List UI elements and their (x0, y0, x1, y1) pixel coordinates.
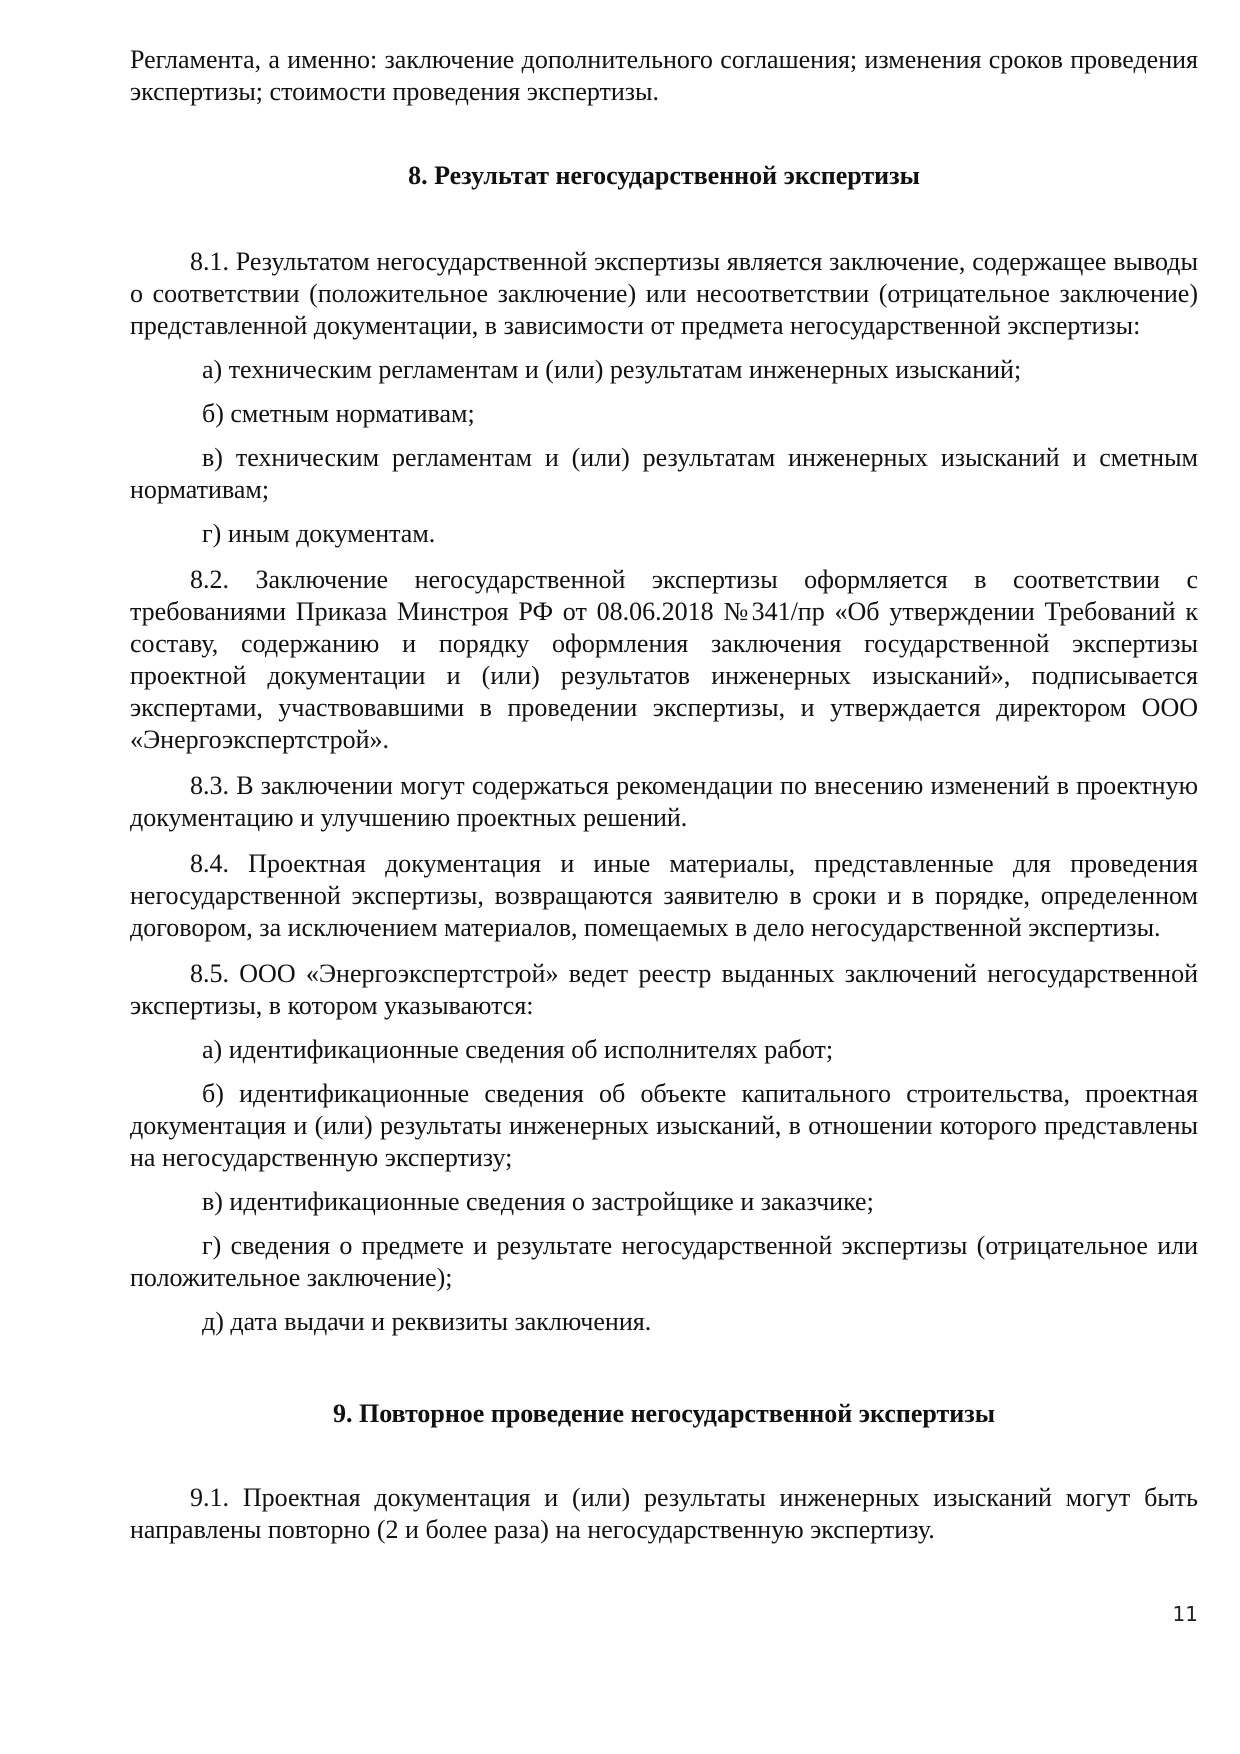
list-item-8-5-v: в) идентификационные сведения о застройщике и заказчике; (202, 1187, 874, 1216)
page-content (130, 44, 1198, 1546)
list-item-8-5-b: б) идентификационные сведения об объекте капитального строительства, проектная документация и (или) результаты инженерных изысканий, в отношении которого представлены на негосударственную экспертизу; (130, 1079, 1198, 1172)
list-item-8-5-g: г) сведения о предмете и результате негосударственной экспертизы (отрицательное или положительное заключение); (130, 1231, 1198, 1292)
paragraph-8-4: 8.4. Проектная документация и иные материалы, представленные для проведения негосударственной экспертизы, возвращаются заявителю в сроки и в порядке, определенном договором, за исключением материалов, помещаемых в дело негосударственной экспертизы. (130, 849, 1198, 942)
intro-paragraph: Регламента, а именно: заключение дополнительного соглашения; изменения сроков проведения экспертизы; стоимости проведения экспертизы. (130, 45, 1198, 106)
paragraph-8-2: 8.2. Заключение негосударственной экспертизы оформляется в соответствии с требованиями Приказа Минстроя РФ от 08.06.2018 №341/пр «Об утверждении Требований к составу, содержанию и порядку оформления заключения государственной экспертизы проектной документации и (или) результатов инженерных изысканий», подписывается экспертами, участвовавшими в проведении экспертизы, и утверждается директором ООО «Энергоэкспертстрой». (130, 565, 1198, 754)
list-item-8-5-d: д) дата выдачи и реквизиты заключения. (202, 1307, 652, 1336)
list-item-8-1-v: в) техническим регламентам и (или) результатам инженерных изысканий и сметным нормативам; (130, 443, 1198, 504)
list-item-8-1-b: б) сметным нормативам; (202, 399, 475, 428)
paragraph-8-3: 8.3. В заключении могут содержаться рекомендации по внесению изменений в проектную документацию и улучшению проектных решений. (130, 771, 1198, 832)
section-8-heading: 8. Результат негосударственной экспертизы (408, 161, 920, 190)
paragraph-8-1: 8.1. Результатом негосударственной экспертизы является заключение, содержащее выводы о соответствии (положительное заключение) или несоответствии (отрицательное заключение) представленной документации, в зависимости от предмета негосударственной экспертизы: (130, 247, 1198, 340)
list-item-8-1-a: а) техническим регламентам и (или) результатам инженерных изысканий; (202, 355, 1022, 384)
paragraph-8-5: 8.5. ООО «Энергоэкспертстрой» ведет реестр выданных заключений негосударственной экспертизы, в котором указываются: (130, 959, 1198, 1020)
list-item-8-5-a: а) идентификационные сведения об исполнителях работ; (202, 1035, 834, 1064)
page-number: 11 (1172, 1602, 1198, 1626)
list-item-8-1-g: г) иным документам. (202, 519, 436, 548)
paragraph-9-1: 9.1. Проектная документация и (или) результаты инженерных изысканий могут быть направлены повторно (2 и более раза) на негосударственную экспертизу. (130, 1483, 1198, 1544)
section-9-heading: 9. Повторное проведение негосударственной экспертизы (332, 1399, 996, 1428)
